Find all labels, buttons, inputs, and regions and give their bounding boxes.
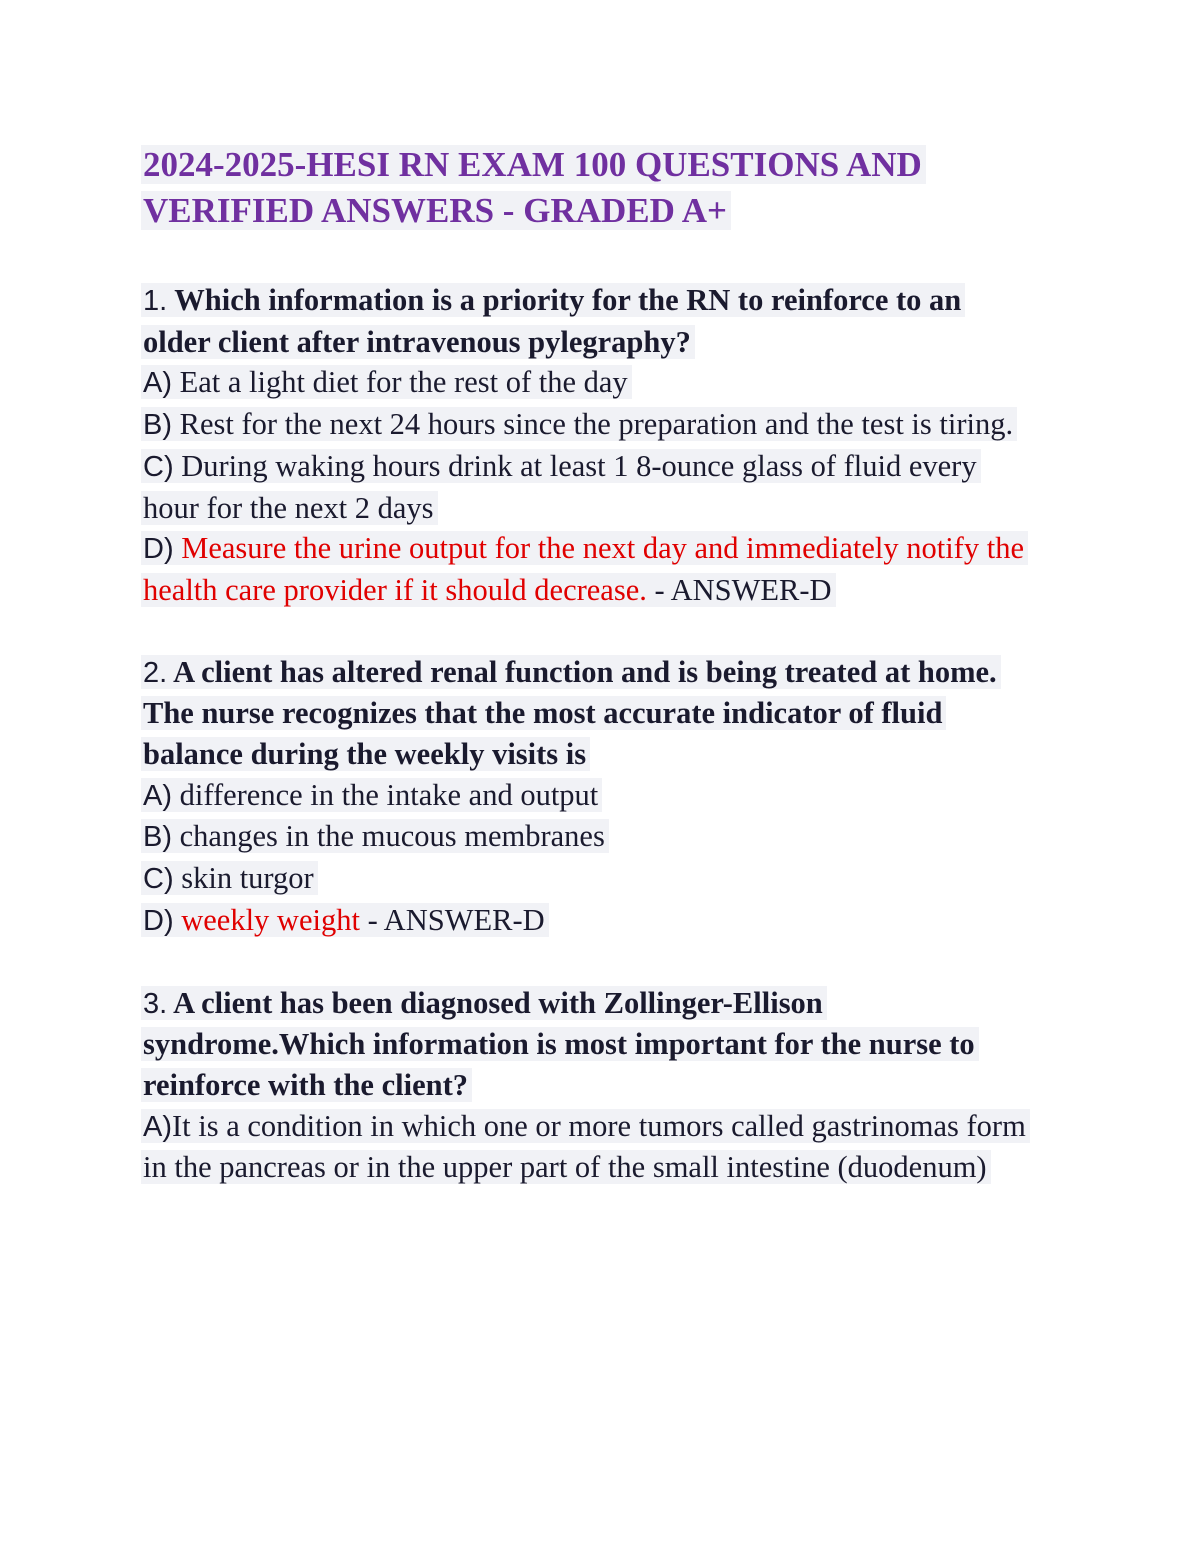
question-1-option-d [141,528,1031,610]
document-title-text: 2024-2025-HESI RN EXAM 100 QUESTIONS AND VERIFIED ANSWERS - GRADED A+ [141,145,926,230]
correct-option-text: Measure the urine output for the next day and immediately notify the health care provider if it should decrease. [143,531,1024,607]
question-2-stem [141,652,1031,775]
option-letter: B) [143,409,172,442]
answer-key: - ANSWER-D [359,902,545,937]
question-1 [141,280,1031,611]
question-3-option-a [141,1106,1031,1188]
question-2-option-b [141,816,1031,858]
option-letter: B) [143,821,172,854]
option-text: During waking hours drink at least 1 8-ounce glass of fluid every hour for the next 2 days [143,448,977,525]
option-text: skin turgor [181,861,314,896]
question-2-option-d [141,900,1031,942]
question-2-number: 2. [143,656,168,689]
question-2 [141,652,1031,942]
option-text: Rest for the next 24 hours since the preparation and the test is tiring. [179,407,1014,442]
question-3-number: 3. [143,987,168,1020]
option-text: It is a condition in which one or more tumors called gastrinomas form in the pancreas or in the upper part of the small intestine (duodenum) [143,1108,1026,1185]
option-letter: D) [143,533,174,566]
document-title [141,142,1031,234]
option-letter: C) [143,450,174,483]
question-3-text: A client has been diagnosed with Zollinger-Ellison syndrome.Which information is most important for the nurse to reinforce with the client? [143,985,975,1102]
option-letter: D) [143,904,174,937]
question-2-option-c [141,858,1031,900]
question-1-option-a [141,362,1031,404]
option-letter: A) [143,779,172,812]
question-1-number: 1. [143,285,168,317]
option-text: Eat a light diet for the rest of the day [179,365,628,400]
option-letter: A) [143,1110,172,1143]
option-text: difference in the intake and output [179,777,599,812]
document-content [141,142,1031,1229]
question-3-stem [141,983,1031,1106]
option-letter: C) [143,863,174,896]
question-1-stem [141,280,1031,362]
question-1-option-b [141,404,1031,446]
option-text: changes in the mucous membranes [179,819,605,854]
correct-option-text: weekly weight [181,902,360,937]
question-3 [141,983,1031,1189]
option-letter: A) [143,367,172,400]
question-1-text: Which information is a priority for the RN to reinforce to an older client after intravenous pylegraphy? [143,283,962,359]
question-1-option-c [141,446,1031,528]
question-2-text: A client has altered renal function and is being treated at home. The nurse recognizes that the most accurate indicator of fluid balance during the weekly visits is [143,654,997,772]
answer-key: - ANSWER-D [646,572,832,607]
question-2-option-a [141,775,1031,817]
